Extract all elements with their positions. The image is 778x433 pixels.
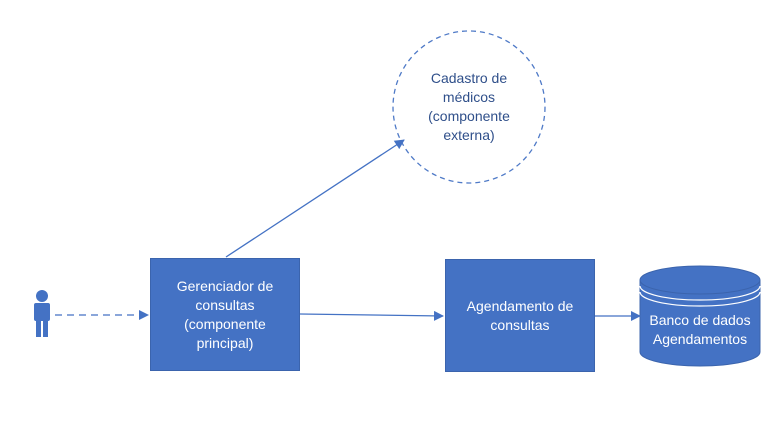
external-component-label	[393, 31, 545, 183]
main-component-box	[150, 258, 300, 371]
database-text: Banco de dados Agendamentos	[649, 312, 751, 347]
database-label	[640, 300, 760, 360]
edge-main-to-external	[226, 140, 404, 257]
main-component-label: Gerenciador de consultas (componente principal)	[176, 277, 274, 351]
scheduling-box	[445, 259, 595, 372]
person-icon	[34, 290, 50, 337]
edge-main-to-scheduling	[300, 314, 443, 316]
scheduling-label: Agendamento de consultas	[466, 297, 574, 333]
external-component-text: Cadastro de médicos (componente externa)	[428, 70, 510, 143]
